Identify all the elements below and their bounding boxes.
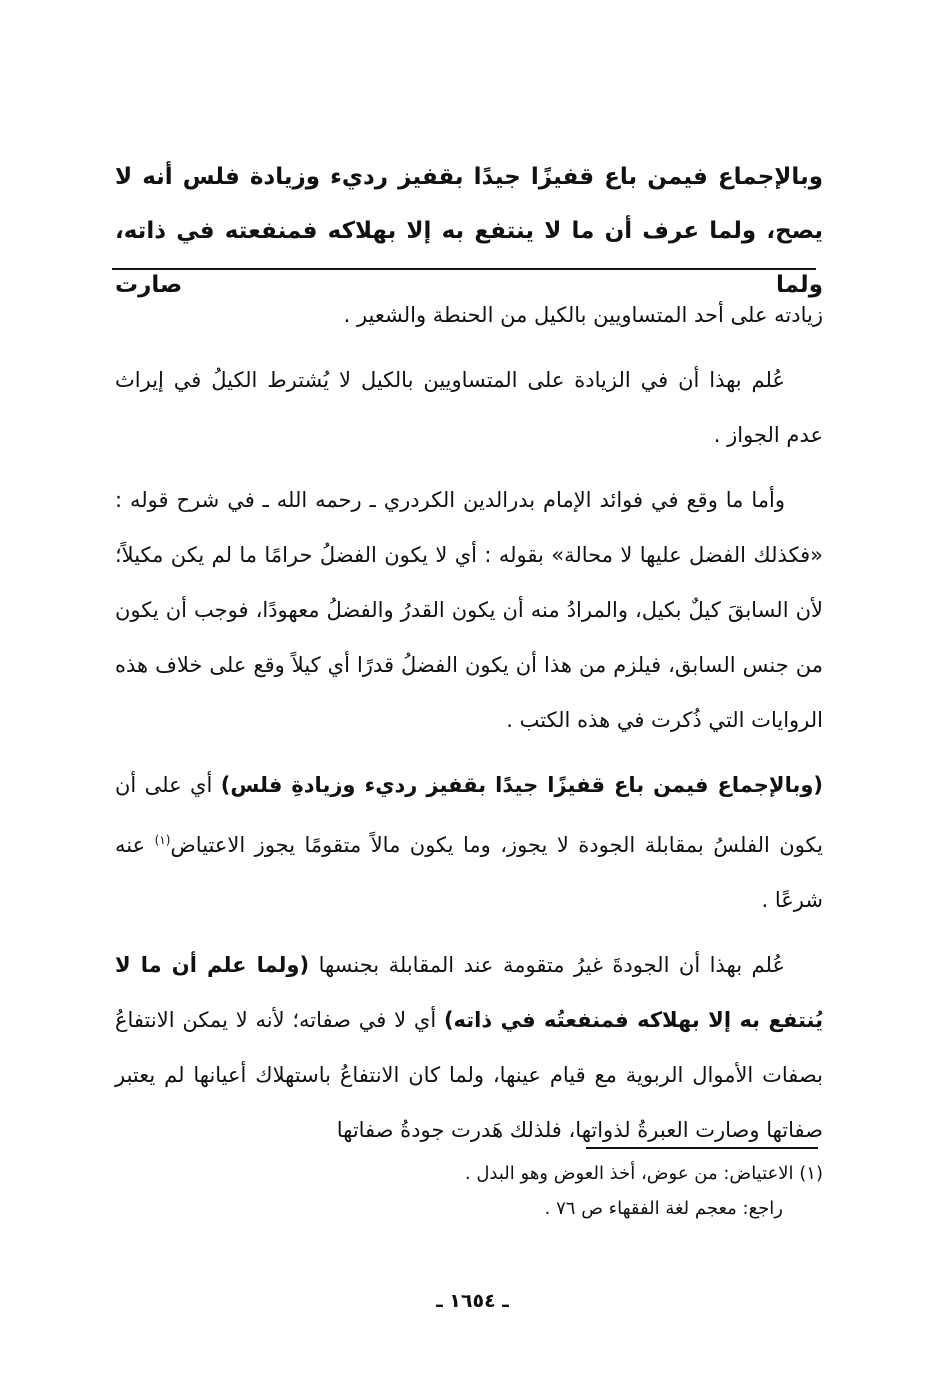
- commentary-text: [115, 288, 823, 1158]
- footnote-reference: راجع: معجم لغة الفقهاء ص ٧٦ .: [544, 1198, 783, 1219]
- commentary-paragraph: زيادته على أحد المتساويين بالكيل من الحنطة والشعير .: [343, 303, 823, 327]
- commentary-paragraph: [115, 938, 823, 1158]
- footnote-marker: (١): [154, 833, 171, 847]
- commentary-span: عنه شرعًا .: [115, 833, 823, 912]
- commentary-paragraph: عُلم بهذا أن في الزيادة على المتساويين بالكيل لا يُشترط الكيلُ في إيراث عدم الجواز .: [115, 368, 823, 447]
- footnote-divider: [586, 1147, 818, 1149]
- commentary-paragraph: [115, 758, 823, 928]
- commentary-span: أي لا في صفاته؛ لأنه لا يمكن الانتفاعُ بصفات الأموال الربوية مع قيام عينها، ولما كان الانتفاعُ باستهلاك أعيانها لم يعتبر صفاتها وصارت العبرةُ لذواتها، فلذلك هَدرت جودةُ صفاتها: [115, 1008, 823, 1142]
- page-number: ـ ١٦٥٤ ـ: [436, 1290, 509, 1312]
- commentary-span: أي على أن يكون الفلسُ بمقابلة الجودة لا يجوز، وما يكون مالاً متقومًا يجوز الاعتياض: [115, 773, 823, 857]
- matn-line: وبالإجماع فيمن باع قفيزًا جيدًا بقفيز رديء وزيادة فلس أنه لا: [115, 164, 823, 190]
- quoted-matn: (ولما علم أن ما لا يُنتفع به إلا بهلاكه فمنفعتُه في ذاته): [115, 953, 823, 1032]
- matn-divider: [112, 268, 816, 270]
- footnotes: [115, 1156, 823, 1226]
- matn-line: يصح، ولما عرف أن ما لا ينتفع به إلا بهلاكه فمنفعته في ذاته، ولما صارت: [115, 218, 823, 298]
- quoted-matn: (وبالإجماع فيمن باع قفيزًا جيدًا بقفيز رديء وزيادةِ فلس): [220, 773, 823, 797]
- commentary-span: عُلم بهذا أن الجودةَ غيرُ متقومة عند المقابلة بجنسها: [309, 953, 786, 977]
- commentary-paragraph: وأما ما وقع في فوائد الإمام بدرالدين الكردري ـ رحمه الله ـ في شرح قوله : «فكذلك الفضل عليها لا محالة» بقوله : أي لا يكون الفضلُ حرامًا ما لم يكن مكيلاً؛ لأن السابقَ كيلٌ بكيل، والمرادُ منه أن يكون القدرُ والفضلُ معهودًا، فوجب أن يكون من جنس السابق، فيلزم من هذا أن يكون الفضلُ قدرًا أي كيلاً وقع على خلاف هذه الروايات التي ذُكرت في هذه الكتب .: [115, 488, 823, 732]
- footnote: (١) الاعتياض: من عوض، أخذ العوض وهو البدل .: [464, 1163, 823, 1184]
